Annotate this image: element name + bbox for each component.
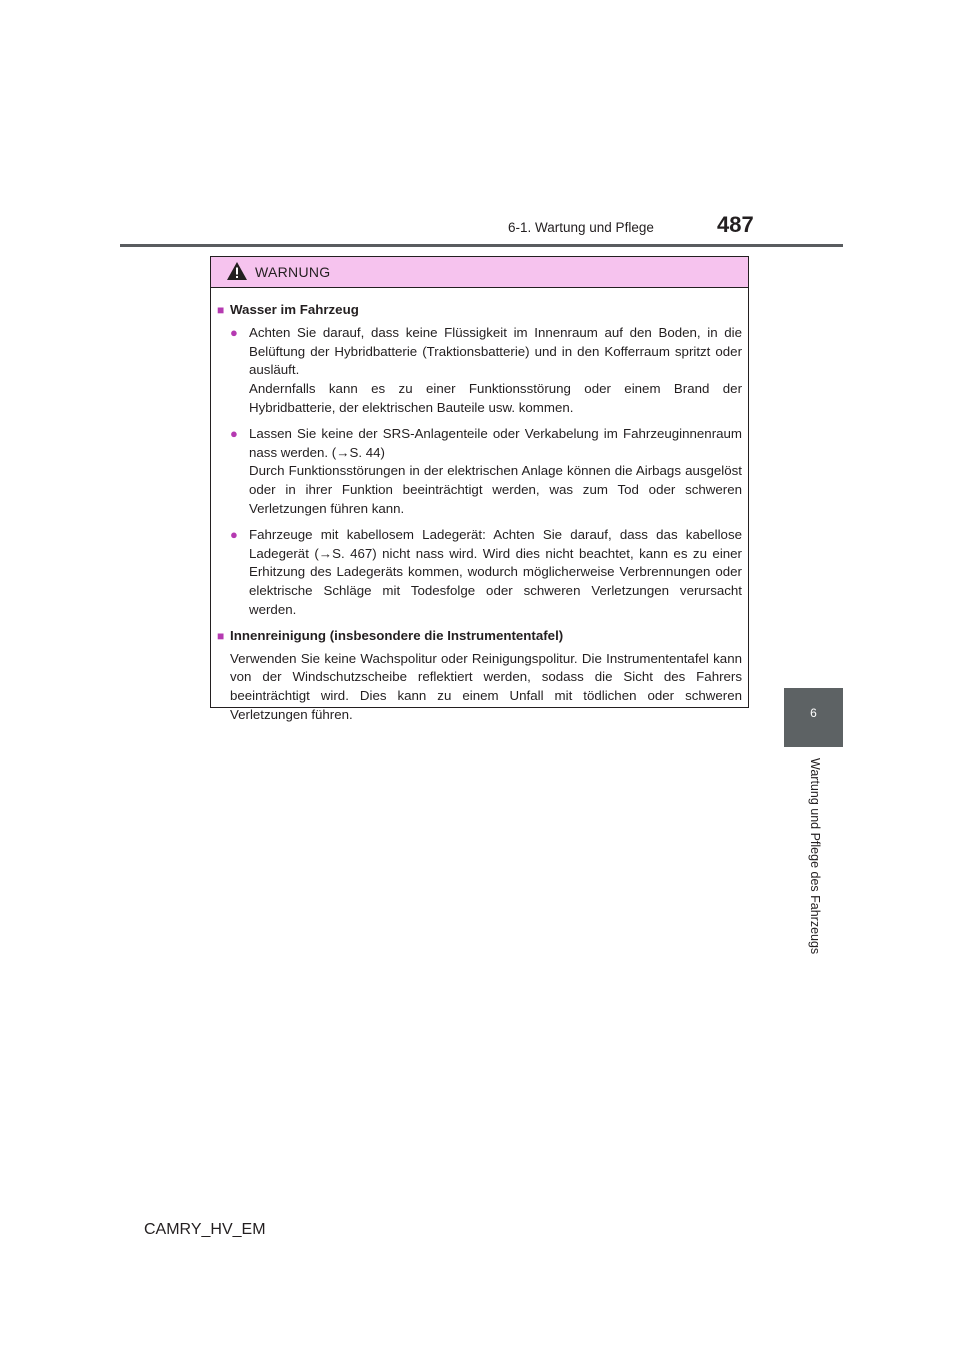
section-heading (217, 627, 742, 646)
warning-box (210, 256, 749, 722)
paragraph: Verwenden Sie keine Wachspolitur oder Reinigungspolitur. Die Instrumententafel kann von der Windschutzscheibe reflektiert werden, sodass die Sicht des Fahrers beeinträchtigt wird. Dies kann zu einem Unfall mit tödlichen oder schweren Verletzungen führen. (230, 650, 742, 722)
round-bullet-icon: ● (230, 324, 238, 340)
paragraph: Durch Funktionsstörungen in der elektrischen Anlage können die Airbags ausgelöst oder in ihrer Funktion beeinträchtigt werden, was zum Tod oder schweren Verletzungen führen kann. (249, 463, 742, 516)
heading-text: Wasser im Fahrzeug (230, 302, 359, 317)
paragraph: Fahrzeuge mit kabellosem Ladegerät: Achten Sie darauf, dass das kabellose Ladegerät (→S. 467) nicht nass wird. Wird dies nicht beachtet, kann es zu einer Erhitzung des Ladegeräts kommen, wodurch möglicherweise Verbrennungen oder elektrische Schläge mit Todesfolge oder schweren Verletzungen verursacht werden. (249, 526, 742, 617)
round-bullet-icon: ● (230, 526, 238, 542)
page-number: 487 (717, 212, 754, 237)
list-item (230, 324, 742, 418)
paragraph: Achten Sie darauf, dass keine Flüssigkeit im Innenraum auf den Boden, in die Belüftung der Hybridbatterie (Traktionsbatterie) und in den Kofferraum spritzt oder ausläuft. (249, 324, 742, 378)
model-code: CAMRY_HV_EM (144, 1221, 266, 1238)
section-heading (217, 301, 742, 320)
paragraph: Andernfalls kann es zu einer Funktionsstörung oder einem Brand der Hybridbatterie, der elektrischen Bauteile usw. kommen. (249, 381, 742, 415)
square-bullet-icon: ■ (217, 628, 225, 643)
paragraph: Lassen Sie keine der SRS-Anlagenteile oder Verkabelung im Fahrzeuginnenraum nass werden. (→S. 44) (249, 425, 742, 460)
chapter-number: 6 (810, 706, 817, 720)
chapter-title: Wartung und Pflege des Fahrzeugs (808, 758, 822, 955)
round-bullet-icon: ● (230, 425, 238, 441)
warning-title: WARNUNG (255, 264, 331, 280)
heading-text: Innenreinigung (insbesondere die Instrumententafel) (230, 627, 564, 643)
header-divider (120, 244, 843, 247)
list-item (230, 425, 742, 519)
warning-header (211, 257, 748, 288)
list-item (230, 526, 742, 620)
square-bullet-icon: ■ (217, 303, 225, 317)
warning-triangle-icon (226, 261, 248, 281)
warning-body (211, 288, 748, 725)
chapter-tab[interactable] (784, 688, 843, 747)
section-title: 6-1. Wartung und Pflege (508, 220, 654, 235)
